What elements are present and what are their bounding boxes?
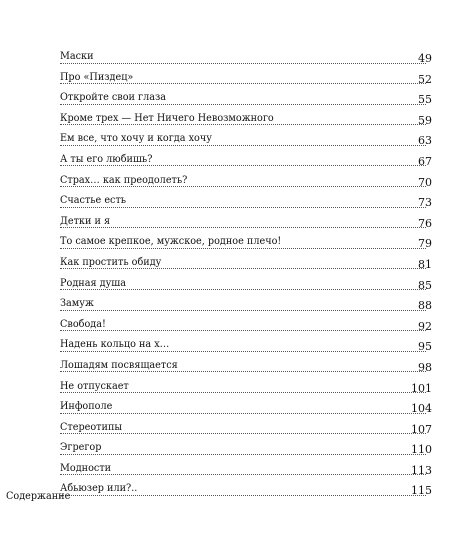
toc-entry-page-number: 52 [418, 72, 432, 86]
toc-entry-page-number: 104 [411, 402, 432, 416]
toc-entry-title: Свобода! [60, 317, 106, 330]
toc-entry [60, 441, 432, 462]
toc-entry-title: А ты его любишь? [60, 152, 153, 165]
toc-entry-page-number: 81 [418, 257, 432, 271]
toc-entry-title: Маски [60, 50, 94, 62]
toc-entry-page-number: 115 [411, 484, 432, 498]
toc-entry-title: Инфополе [60, 400, 113, 413]
toc-entry [60, 235, 432, 256]
toc-entry-title: Родная душа [60, 276, 127, 289]
toc-entry [60, 71, 432, 92]
toc-entry-page-number: 98 [418, 360, 432, 374]
dotted-leader [60, 413, 426, 414]
dotted-leader [60, 186, 426, 187]
toc-entry [60, 215, 432, 236]
toc-entry [60, 482, 432, 503]
toc-entry [60, 153, 432, 174]
toc-entry [60, 91, 432, 112]
dotted-leader [60, 83, 426, 84]
dotted-leader [60, 392, 426, 393]
toc-entry-page-number: 67 [418, 154, 432, 168]
toc-entry [60, 256, 432, 277]
toc-entry-title: Страх… как преодолеть? [60, 173, 188, 186]
toc-entry-title: Не отпускает [60, 379, 129, 392]
dotted-leader [60, 495, 426, 496]
toc-entry [60, 318, 432, 339]
dotted-leader [60, 371, 426, 372]
toc-entry-title: Детки и я [60, 214, 111, 227]
toc-entry [60, 380, 432, 401]
dotted-leader [60, 207, 426, 208]
dotted-leader [60, 289, 426, 290]
toc-entry-title: Замуж [60, 297, 94, 310]
toc-entry-page-number: 76 [418, 216, 432, 230]
toc-entry-title: Кроме трех — Нет Ничего Невозможного [60, 111, 274, 124]
dotted-leader [60, 104, 426, 105]
toc-entry [60, 112, 432, 133]
dotted-leader [60, 63, 426, 64]
section-label: Содержание [6, 490, 71, 502]
toc-entry-title: Модности [60, 461, 112, 474]
toc-entry [60, 359, 432, 380]
table-of-contents [60, 50, 432, 503]
dotted-leader [60, 268, 426, 269]
dotted-leader [60, 124, 426, 125]
toc-entry-title: То самое крепкое, мужское, родное плечо! [60, 235, 282, 248]
dotted-leader [60, 454, 426, 455]
toc-entry [60, 132, 432, 153]
dotted-leader [60, 310, 426, 311]
dotted-leader [60, 248, 426, 249]
toc-entry [60, 421, 432, 442]
toc-entry [60, 400, 432, 421]
toc-entry-page-number: 88 [418, 299, 432, 313]
toc-entry-title: Эгрегор [60, 441, 102, 454]
toc-entry [60, 174, 432, 195]
toc-entry-title: Ем все, что хочу и когда хочу [60, 132, 212, 145]
toc-entry-page-number: 49 [418, 52, 432, 65]
toc-entry [60, 194, 432, 215]
dotted-leader [60, 474, 426, 475]
toc-entry-page-number: 85 [418, 278, 432, 292]
toc-entry [60, 462, 432, 483]
toc-entry-title: Про «Пиздец» [60, 70, 134, 83]
toc-entry-title: Как простить обиду [60, 255, 162, 268]
toc-entry-page-number: 113 [411, 463, 432, 477]
dotted-leader [60, 330, 426, 331]
dotted-leader [60, 433, 426, 434]
toc-entry [60, 277, 432, 298]
toc-entry [60, 297, 432, 318]
toc-entry-page-number: 63 [418, 134, 432, 148]
toc-entry-title: Счастье есть [60, 194, 127, 207]
toc-entry [60, 338, 432, 359]
toc-entry-page-number: 101 [411, 381, 432, 395]
toc-entry-title: Откройте свои глаза [60, 91, 167, 104]
dotted-leader [60, 351, 426, 352]
toc-entry-page-number: 107 [411, 422, 432, 436]
toc-entry-page-number: 92 [418, 319, 432, 333]
toc-entry-page-number: 70 [418, 175, 432, 189]
toc-entry-title: Абьюзер или?.. [60, 482, 138, 495]
toc-entry-page-number: 110 [411, 443, 432, 457]
toc-entry [60, 50, 432, 71]
dotted-leader [60, 165, 426, 166]
toc-entry-page-number: 79 [418, 237, 432, 251]
toc-entry-page-number: 73 [418, 196, 432, 210]
dotted-leader [60, 145, 426, 146]
dotted-leader [60, 227, 426, 228]
toc-entry-title: Лошадям посвящается [60, 358, 178, 371]
toc-entry-page-number: 59 [418, 113, 432, 127]
toc-entry-title: Стереотипы [60, 420, 123, 433]
toc-entry-page-number: 95 [418, 340, 432, 354]
toc-entry-title: Надень кольцо на х… [60, 338, 170, 351]
toc-entry-page-number: 55 [418, 93, 432, 107]
